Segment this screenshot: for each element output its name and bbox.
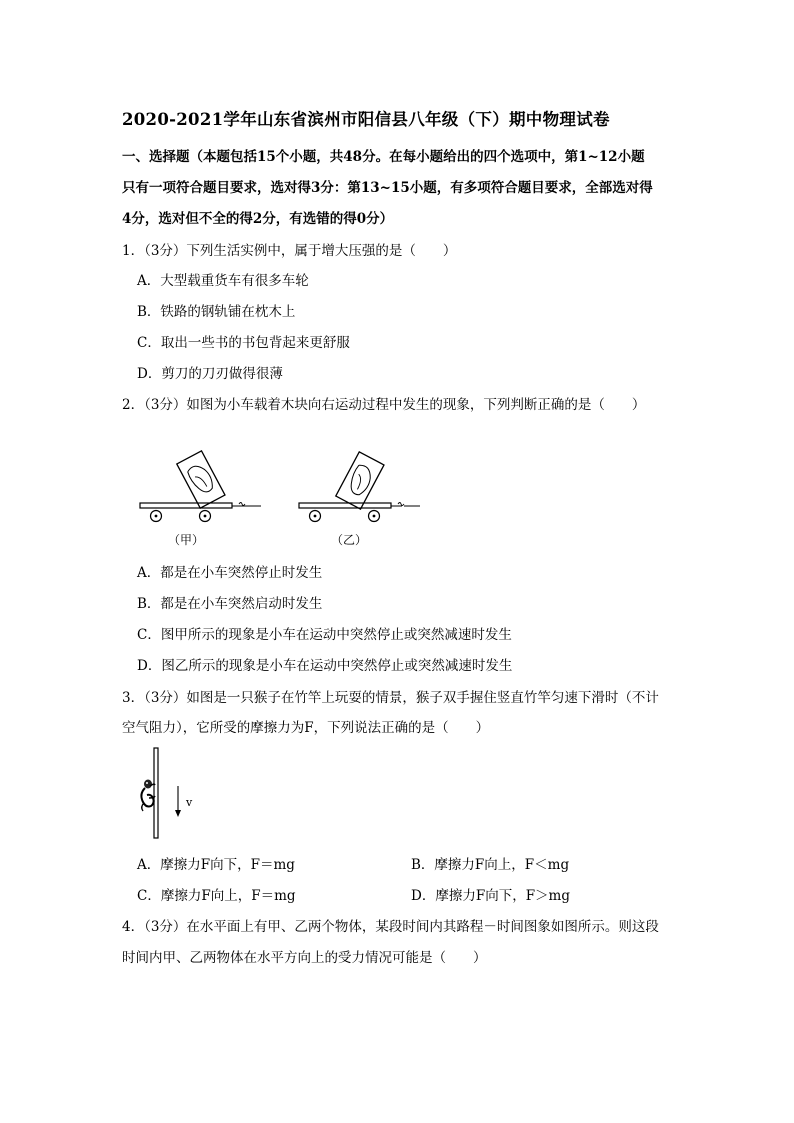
question-1-option-d: D．剪刀的刀刃做得很薄 xyxy=(137,366,283,382)
question-4-stem-line-1: 4．（3分）在水平面上有甲、乙两个物体，某段时间内其路程－时间图象如图所示。则这段 xyxy=(122,919,659,935)
question-3-option-d: D．摩擦力F向下，F＞mg xyxy=(411,888,571,904)
question-4-stem-line-2: 时间内甲、乙两物体在水平方向上的受力情况可能是（ ） xyxy=(122,950,487,966)
cart-figure-jia xyxy=(135,445,270,527)
figure-label-yi: （乙） xyxy=(331,533,368,547)
figure-label-jia: （甲） xyxy=(168,533,205,547)
question-1-stem: 1．（3分）下列生活实例中，属于增大压强的是（ ） xyxy=(122,243,457,259)
section-instructions-line-2: 只有一项符合题目要求，选对得3分：第13~15小题，有多项符合题目要求，全部选对得 xyxy=(122,180,653,196)
question-1-option-a: A．大型载重货车有很多车轮 xyxy=(137,273,309,289)
monkey-pole-figure xyxy=(135,746,205,841)
question-2-stem: 2．（3分）如图为小车载着木块向右运动过程中发生的现象，下列判断正确的是（ ） xyxy=(122,397,646,413)
question-3-option-a: A．摩擦力F向下，F＝mg xyxy=(137,857,295,873)
question-2-option-c: C．图甲所示的现象是小车在运动中突然停止或突然减速时发生 xyxy=(137,627,512,643)
question-1-option-c: C．取出一些书的书包背起来更舒服 xyxy=(137,335,350,351)
section-instructions-line-3: 4分，选对但不全的得2分，有选错的得0分） xyxy=(122,211,394,227)
question-3-stem-line-2: 空气阻力），它所受的摩擦力为F，下列说法正确的是（ ） xyxy=(122,720,490,736)
question-2-option-d: D．图乙所示的现象是小车在运动中突然停止或突然减速时发生 xyxy=(137,658,513,674)
velocity-label: v xyxy=(186,796,193,809)
cart-figure-yi xyxy=(294,445,429,527)
section-instructions-line-1: 一、选择题（本题包括15个小题，共48分。在每小题给出的四个选项中，第1~12小题 xyxy=(122,149,645,165)
question-2-option-a: A．都是在小车突然停止时发生 xyxy=(137,565,323,581)
page-title: 2020-2021学年山东省滨州市阳信县八年级（下）期中物理试卷 xyxy=(122,110,610,129)
question-1-option-b: B．铁路的钢轨铺在枕木上 xyxy=(137,304,296,320)
question-3-stem-line-1: 3．（3分）如图是一只猴子在竹竿上玩耍的情景，猴子双手握住竖直竹竿匀速下滑时（不计 xyxy=(122,690,659,706)
question-2-option-b: B．都是在小车突然启动时发生 xyxy=(137,596,323,612)
question-3-option-b: B．摩擦力F向上，F＜mg xyxy=(411,857,570,873)
question-3-option-c: C．摩擦力F向上，F＝mg xyxy=(137,888,296,904)
